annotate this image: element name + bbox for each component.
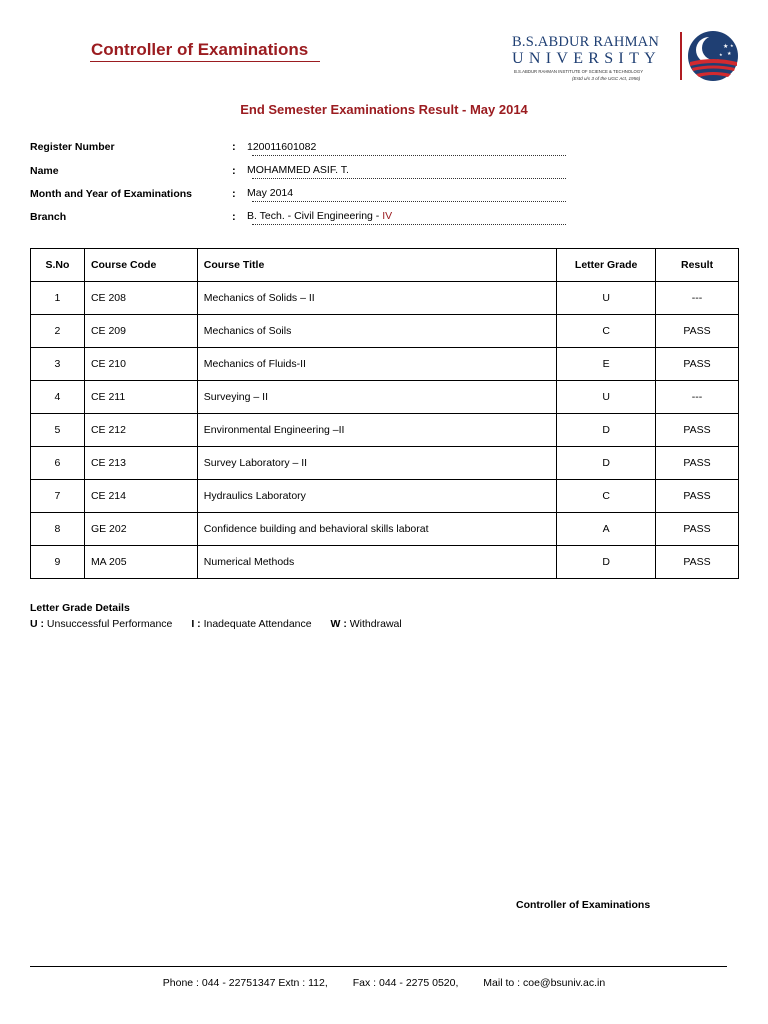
office-title: Controller of Examinations (91, 40, 309, 59)
cell-course-title: Surveying – II (197, 381, 556, 414)
colon: : (232, 188, 236, 200)
name-label: Name (30, 165, 59, 177)
cell-result: PASS (656, 315, 739, 348)
dotted-line (252, 178, 566, 179)
cell-course-title: Mechanics of Soils (197, 315, 556, 348)
university-seal-icon (687, 30, 739, 82)
results-body (31, 282, 739, 579)
svg-text:★: ★ (719, 52, 723, 57)
cell-letter-grade: C (557, 480, 656, 513)
title-underline (90, 61, 320, 62)
results-table (30, 248, 739, 579)
cell-letter-grade: A (557, 513, 656, 546)
footer (0, 977, 768, 989)
logo-line-4: (Estd u/s 3 of the UGC Act, 1956) (572, 76, 641, 81)
cell-course-title: Numerical Methods (197, 546, 556, 579)
cell-course-title: Mechanics of Fluids-II (197, 348, 556, 381)
cell-sno: 5 (31, 414, 85, 447)
branch-label: Branch (30, 211, 67, 223)
cell-course-code: GE 202 (84, 513, 197, 546)
footer-phone: Phone : 044 - 22751347 Extn : 112, (162, 977, 328, 989)
cell-sno: 2 (31, 315, 85, 348)
colon: : (232, 211, 236, 223)
cell-course-code: CE 214 (84, 480, 197, 513)
cell-course-code: CE 213 (84, 447, 197, 480)
cell-sno: 8 (31, 513, 85, 546)
register-number-label: Register Number (30, 141, 115, 153)
header-course-title: Course Title (197, 249, 556, 282)
cell-sno: 3 (31, 348, 85, 381)
table-row (31, 315, 739, 348)
name-value: MOHAMMED ASIF. T. (247, 164, 349, 176)
table-row (31, 480, 739, 513)
cell-sno: 9 (31, 546, 85, 579)
table-row (31, 513, 739, 546)
branch-value (247, 210, 392, 222)
legend-title: Letter Grade Details (30, 602, 130, 614)
header-sno: S.No (31, 249, 85, 282)
table-header-row (31, 249, 739, 282)
table-row (31, 414, 739, 447)
cell-sno: 4 (31, 381, 85, 414)
cell-course-code: CE 209 (84, 315, 197, 348)
legend-item-i: I : Inadequate Attendance (191, 618, 312, 630)
cell-course-code: MA 205 (84, 546, 197, 579)
table-row (31, 348, 739, 381)
header-letter-grade: Letter Grade (557, 249, 656, 282)
cell-result: PASS (656, 447, 739, 480)
cell-result: PASS (656, 414, 739, 447)
university-logo (512, 30, 742, 86)
cell-sno: 7 (31, 480, 85, 513)
cell-result: PASS (656, 348, 739, 381)
cell-course-code: CE 208 (84, 282, 197, 315)
header-course-code: Course Code (84, 249, 197, 282)
svg-text:★: ★ (727, 51, 732, 57)
dotted-line (252, 155, 566, 156)
header-result: Result (656, 249, 739, 282)
register-number-value: 120011601082 (247, 141, 317, 153)
month-year-label: Month and Year of Examinations (30, 188, 193, 200)
footer-fax: Fax : 044 - 2275 0520, (352, 977, 459, 989)
cell-course-title: Environmental Engineering –II (197, 414, 556, 447)
footer-mail[interactable]: Mail to : coe@bsuniv.ac.in (483, 977, 606, 989)
cell-letter-grade: U (557, 282, 656, 315)
legend-item-w: W : Withdrawal (330, 618, 402, 630)
exam-title: End Semester Examinations Result - May 2014 (240, 102, 528, 117)
branch-semester: IV (382, 210, 393, 222)
table-row (31, 282, 739, 315)
logo-line-2: UNIVERSITY (512, 50, 661, 67)
cell-course-code: CE 211 (84, 381, 197, 414)
logo-divider (680, 32, 682, 80)
cell-result: PASS (656, 546, 739, 579)
branch-name: B. Tech. - Civil Engineering - (247, 210, 380, 222)
cell-result: --- (656, 381, 739, 414)
cell-letter-grade: D (557, 447, 656, 480)
cell-course-code: CE 210 (84, 348, 197, 381)
cell-course-code: CE 212 (84, 414, 197, 447)
cell-letter-grade: D (557, 414, 656, 447)
cell-sno: 1 (31, 282, 85, 315)
cell-letter-grade: D (557, 546, 656, 579)
svg-text:★: ★ (730, 43, 734, 48)
signature-label: Controller of Examinations (516, 899, 651, 911)
cell-course-title: Confidence building and behavioral skills laborat (197, 513, 556, 546)
cell-letter-grade: U (557, 381, 656, 414)
colon: : (232, 165, 236, 177)
table-row (31, 546, 739, 579)
legend-item-u: U : Unsuccessful Performance (30, 618, 173, 630)
table-row (31, 447, 739, 480)
colon: : (232, 141, 236, 153)
cell-sno: 6 (31, 447, 85, 480)
dotted-line (252, 224, 566, 225)
cell-letter-grade: C (557, 315, 656, 348)
cell-course-title: Mechanics of Solids – II (197, 282, 556, 315)
cell-letter-grade: E (557, 348, 656, 381)
table-row (31, 381, 739, 414)
legend-items (30, 618, 418, 630)
logo-line-1: B.S.ABDUR RAHMAN (512, 34, 660, 50)
cell-course-title: Hydraulics Laboratory (197, 480, 556, 513)
month-year-value: May 2014 (247, 187, 294, 199)
logo-line-3: B.S.ABDUR RAHMAN INSTITUTE OF SCIENCE & TECHNOLOGY (514, 69, 644, 74)
svg-text:★: ★ (723, 44, 729, 50)
footer-divider (30, 966, 727, 967)
cell-result: PASS (656, 513, 739, 546)
cell-course-title: Survey Laboratory – II (197, 447, 556, 480)
dotted-line (252, 201, 566, 202)
cell-result: PASS (656, 480, 739, 513)
cell-result: --- (656, 282, 739, 315)
